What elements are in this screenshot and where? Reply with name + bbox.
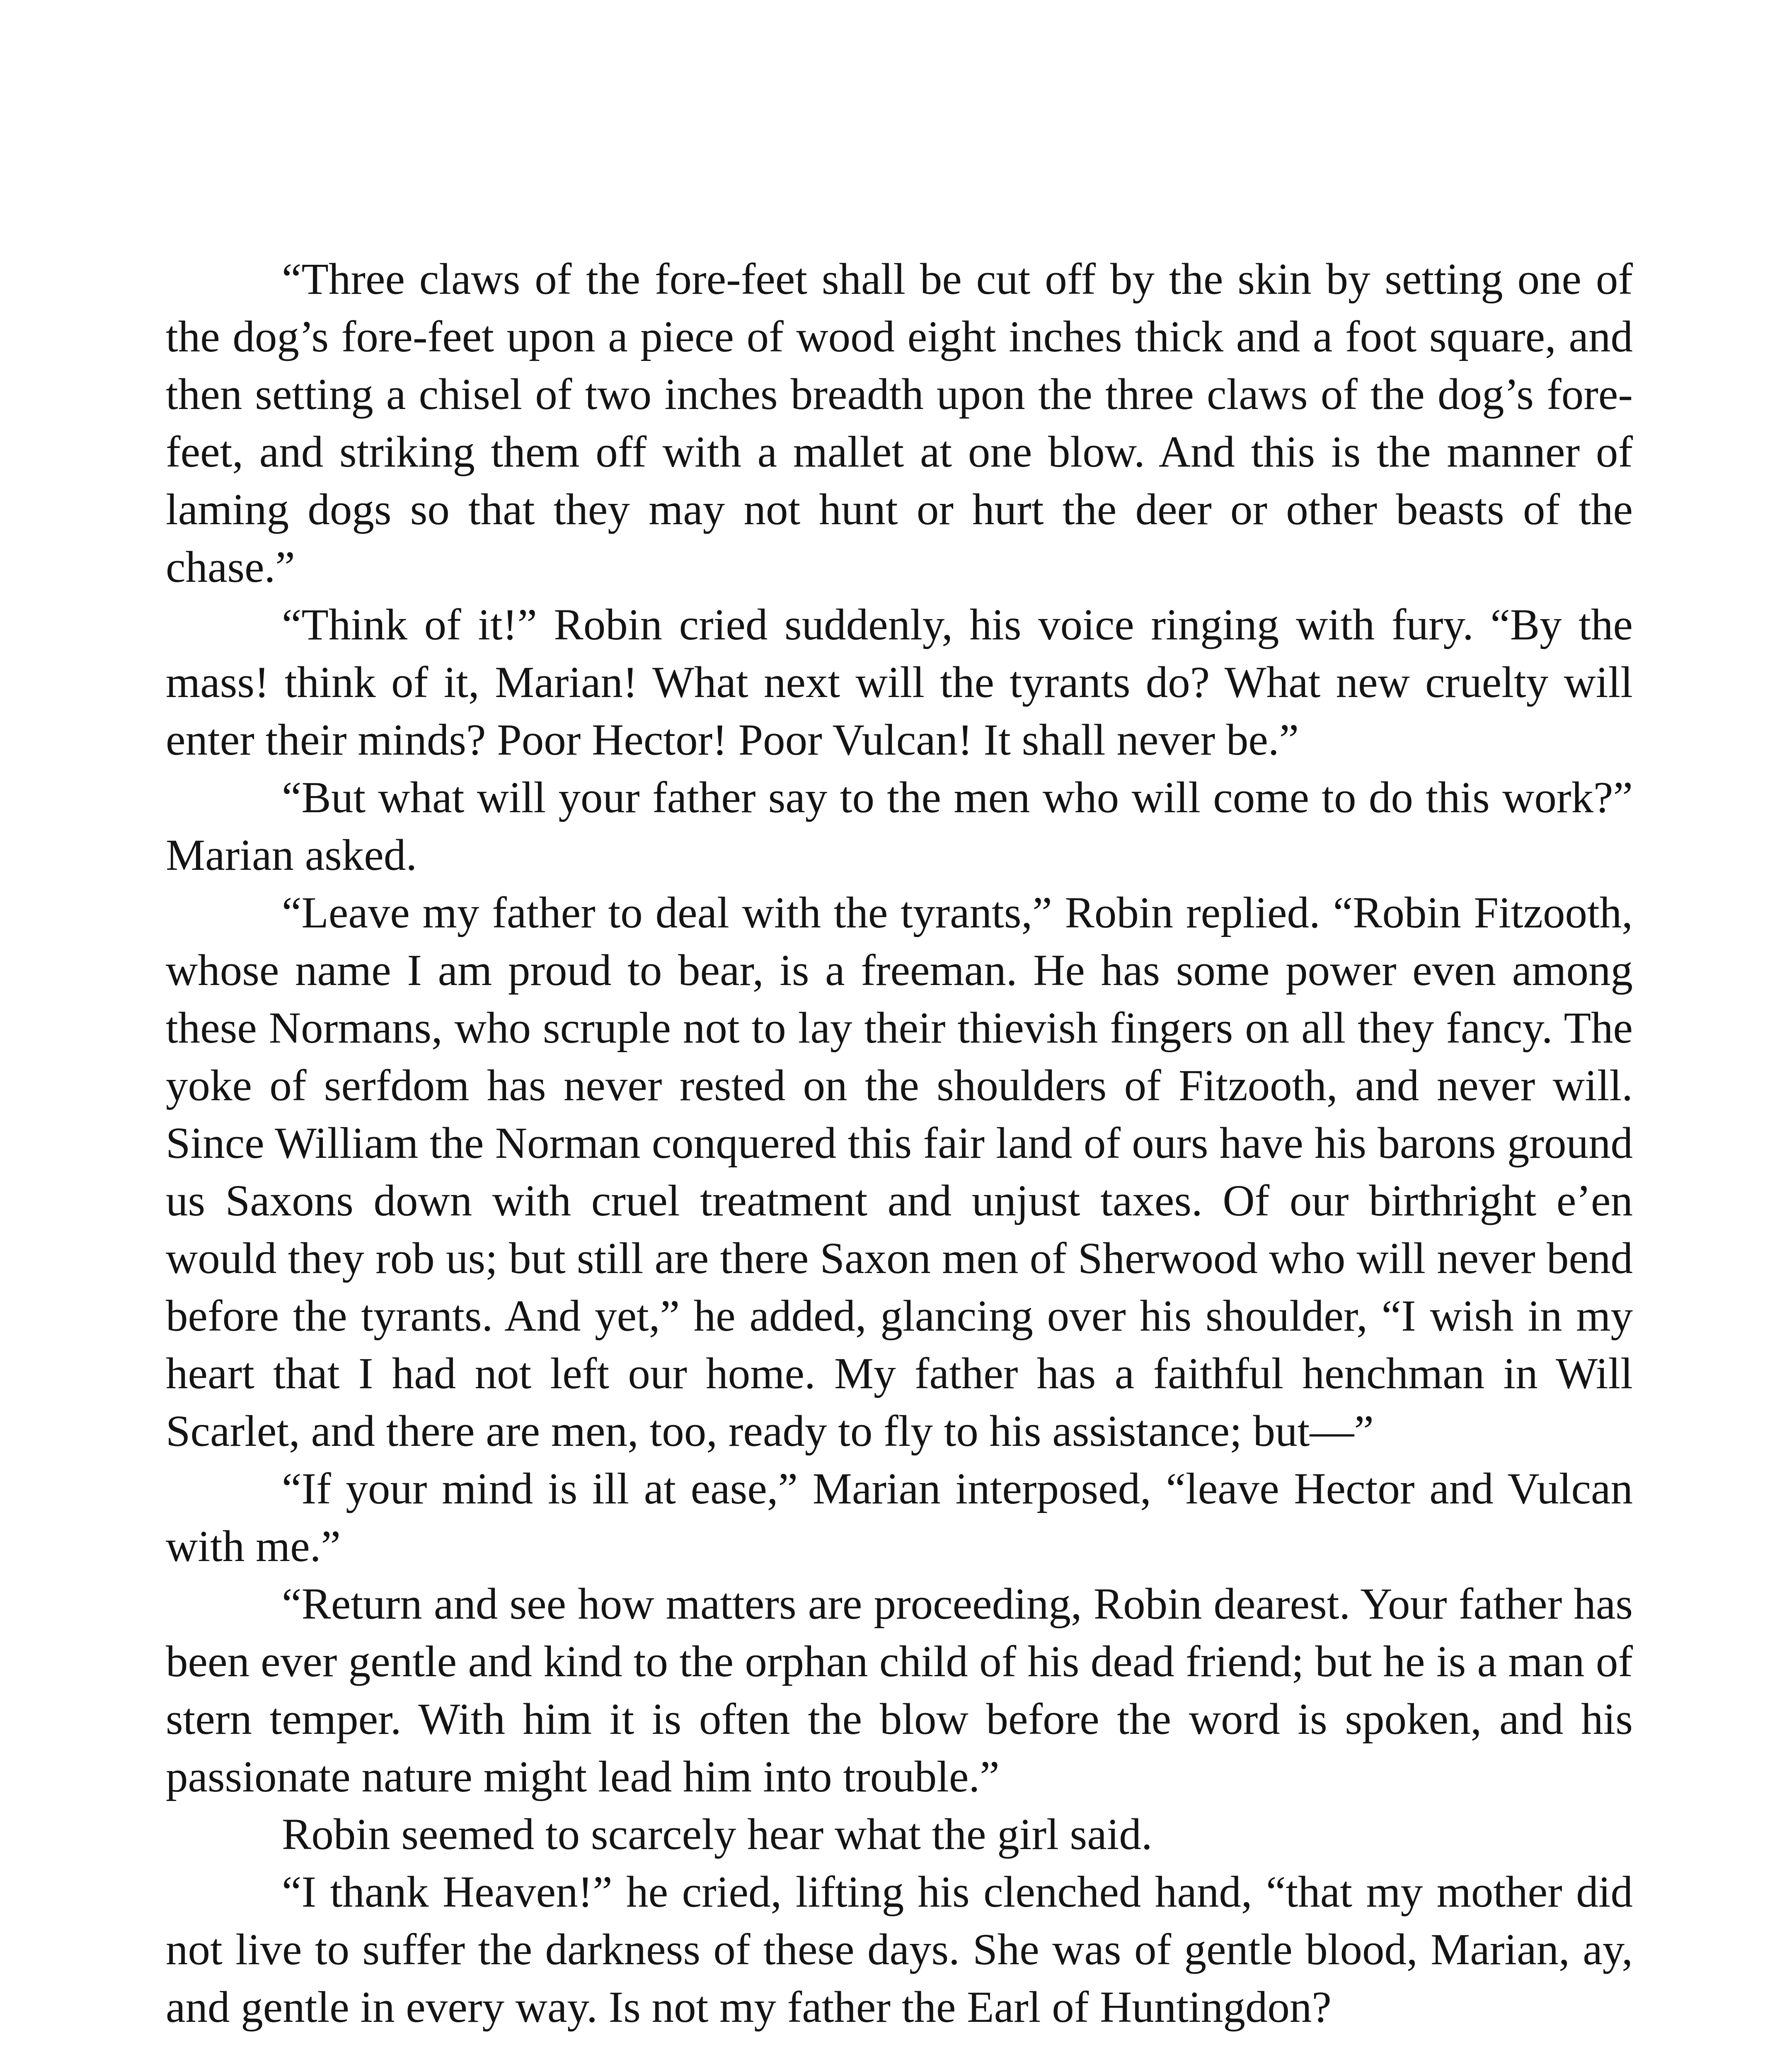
paragraph-robin-fury: “Think of it!” Robin cried suddenly, his voice ringing with fury. “By the mass! think of it, Marian! What next will the tyrants do? What new cruelty will enter their minds? Poor Hector! Poor Vulcan! It shall never be.”: [166, 600, 1633, 765]
paragraph-robin-seemed: Robin seemed to scarcely hear what the girl said.: [282, 1810, 1152, 1859]
paragraph-marian-interposes: “If your mind is ill at ease,” Marian interposed, “leave Hector and Vulcan with me.”: [166, 1464, 1633, 1571]
paragraph-robin-replies: “Leave my father to deal with the tyrants,” Robin replied. “Robin Fitzooth, whose name I am proud to bear, is a freeman. He has some power even among these Normans, who scruple not to lay their thievish fingers on all they fancy. The yoke of serfdom has never rested on the shoulders of Fitzooth, and never will. Since William the Norman conquered this fair land of ours have his barons ground us Saxons down with cruel treatment and unjust taxes. Of our birthright e’en would they rob us; but still are there Saxon men of Sherwood who will never bend before the tyrants. And yet,” he added, glancing over his shoulder, “I wish in my heart that I had not left our home. My father has a faithful henchman in Will Scarlet, and there are men, too, ready to fly to his assistance; but—”: [166, 888, 1633, 1456]
paragraph-dog-laming-law: “Three claws of the fore-feet shall be cut off by the skin by setting one of the dog’s fore-feet upon a piece of wood eight inches thick and a foot square, and then setting a chisel of two inches breadth upon the three claws of the dog’s fore-feet, and striking them off with a mallet at one blow. And this is the manner of laming dogs so that they may not hunt or hurt the deer or other beasts of the chase.”: [166, 255, 1633, 592]
body-text: [166, 251, 1633, 2036]
paragraph-marian-asks: “But what will your father say to the men who will come to do this work?” Marian asked.: [166, 773, 1633, 880]
paragraph-return-and-see: “Return and see how matters are proceeding, Robin dearest. Your father has been ever gentle and kind to the orphan child of his dead friend; but he is a man of stern temper. With him it is often the blow before the word is spoken, and his passionate nature might lead him into trouble.”: [166, 1580, 1633, 1801]
paragraph-thank-heaven: “I thank Heaven!” he cried, lifting his clenched hand, “that my mother did not live to suffer the darkness of these days. She was of gentle blood, Marian, ay, and gentle in every way. Is not my father the Earl of Huntingdon?: [166, 1868, 1633, 2032]
